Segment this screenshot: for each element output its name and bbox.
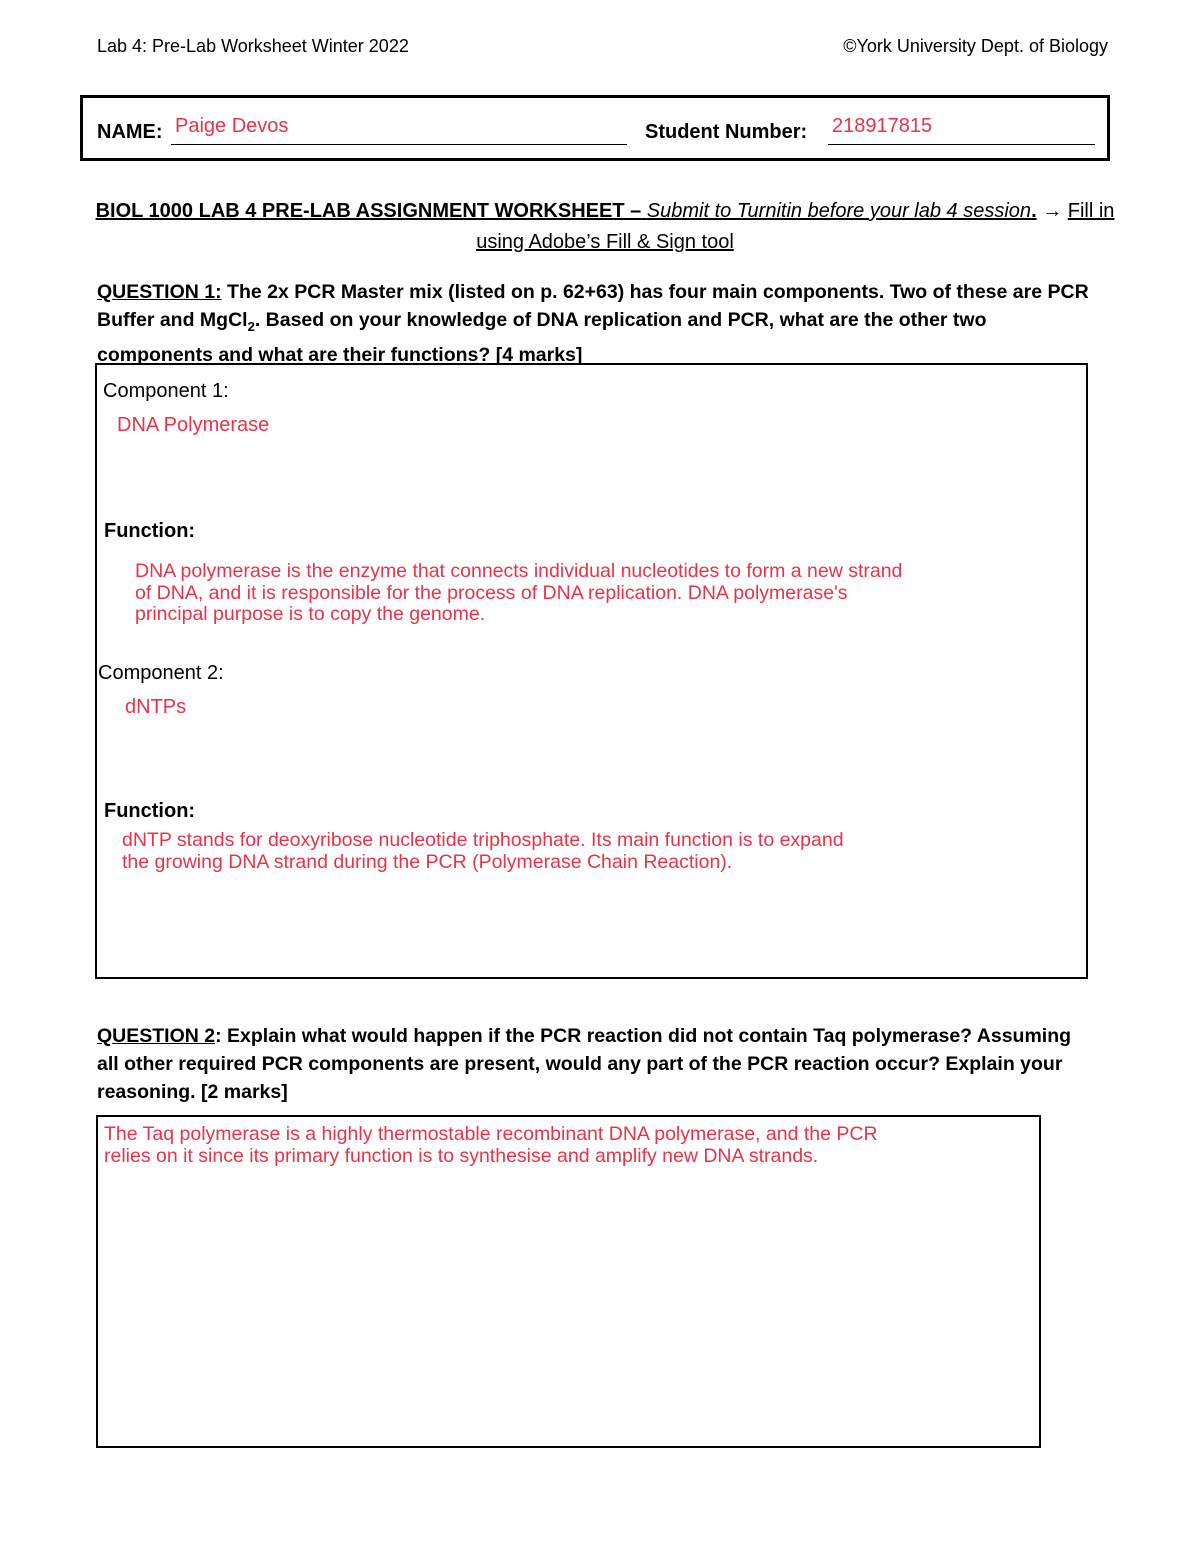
question-2-label: QUESTION 2 bbox=[97, 1025, 216, 1047]
question-2-prompt bbox=[97, 1022, 1097, 1106]
question-1-text: The 2x PCR Master mix (listed on p. 62+63) has four main components. Two of these are PCR Buffer and MgCl bbox=[97, 281, 1089, 331]
name-label: NAME: bbox=[97, 121, 163, 143]
function-1-line: principal purpose is to copy the genome. bbox=[135, 603, 486, 625]
name-field[interactable]: Paige Devos bbox=[175, 115, 289, 137]
student-number-underline bbox=[828, 144, 1095, 145]
arrow-icon: → bbox=[1042, 200, 1063, 222]
function-1-label: Function: bbox=[104, 520, 196, 542]
function-2-line: the growing DNA strand during the PCR (Polymerase Chain Reaction). bbox=[122, 850, 733, 873]
title-period: . bbox=[1031, 200, 1037, 222]
component-1-field[interactable]: DNA Polymerase bbox=[117, 414, 270, 436]
question-1-answer-box[interactable] bbox=[95, 363, 1088, 979]
component-2-label: Component 2: bbox=[98, 662, 224, 684]
function-1-line: of DNA, and it is responsible for the process of DNA replication. DNA polymerase's bbox=[135, 581, 848, 604]
question-1-prompt bbox=[97, 278, 1097, 369]
function-2-label: Function: bbox=[104, 800, 196, 822]
component-2-field[interactable]: dNTPs bbox=[125, 696, 187, 718]
question-1-text-2: . Based on your knowledge of DNA replication and PCR, what are the other two components and what are their functions? [4 marks] bbox=[97, 309, 987, 366]
title-bold: BIOL 1000 LAB 4 PRE-LAB ASSIGNMENT WORKSHEET – bbox=[95, 200, 642, 222]
function-1-field[interactable] bbox=[135, 561, 902, 626]
question-1-label: QUESTION 1: bbox=[97, 281, 222, 303]
title-italic: Submit to Turnitin before your lab 4 session bbox=[646, 200, 1032, 222]
question-2-answer-line: The Taq polymerase is a highly thermostable recombinant DNA polymerase, and the PCR bbox=[104, 1123, 878, 1145]
student-number-field[interactable]: 218917815 bbox=[832, 115, 933, 137]
function-2-field[interactable] bbox=[122, 830, 844, 873]
function-2-line: dNTP stands for deoxyribose nucleotide triphosphate. Its main function is to expand bbox=[122, 829, 844, 851]
header-left: Lab 4: Pre-Lab Worksheet Winter 2022 bbox=[97, 36, 409, 56]
title-instruction: Fill in using Adobe’s Fill & Sign tool bbox=[476, 200, 1115, 253]
component-1-label: Component 1: bbox=[103, 380, 229, 402]
question-2-answer-line: relies on it since its primary function is to synthesise and amplify new DNA strands. bbox=[104, 1144, 819, 1167]
question-2-text: Explain what would happen if the PCR reaction did not contain Taq polymerase? Assuming all other required PCR components are present, would any part of the PCR reaction occur? Explain your reasoning. [2 marks] bbox=[97, 1025, 1072, 1103]
question-2-colon: : bbox=[215, 1025, 222, 1047]
header-right: ©York University Dept. of Biology bbox=[843, 36, 1108, 56]
student-number-label: Student Number: bbox=[645, 121, 808, 143]
question-2-answer-field[interactable] bbox=[104, 1124, 878, 1167]
name-underline bbox=[171, 144, 627, 145]
worksheet-title bbox=[90, 196, 1120, 258]
question-1-subscript: 2 bbox=[247, 318, 255, 334]
function-1-line: DNA polymerase is the enzyme that connects individual nucleotides to form a new strand bbox=[135, 560, 903, 582]
